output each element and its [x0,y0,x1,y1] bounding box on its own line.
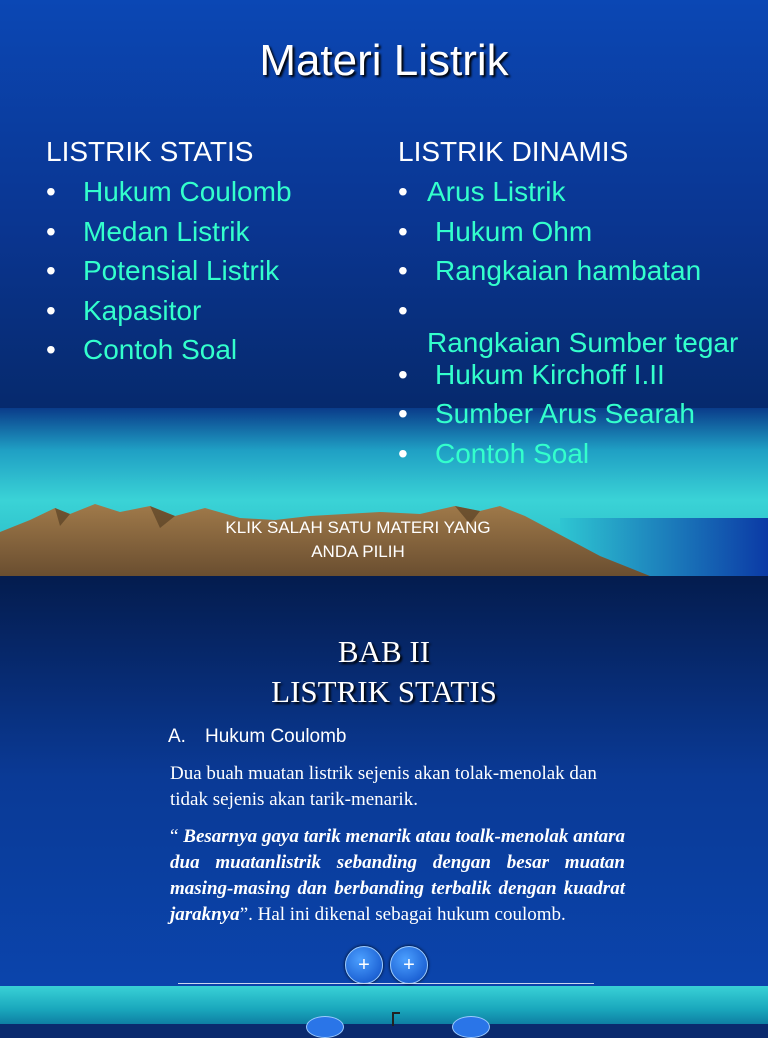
bullet: • [46,255,56,286]
quote-close: ”. Hal ini dikenal sebagai hukum coulomb. [239,904,566,925]
menu-item-arus-listrik[interactable]: • Arus Listrik [398,176,566,207]
menu-item-hukum-coulomb[interactable]: • Hukum Coulomb [46,176,292,207]
bullet: • [46,334,56,365]
bullet: • [398,294,408,326]
menu-item-hukum-ohm[interactable]: • Hukum Ohm [398,215,593,247]
divider-line [178,983,594,984]
menu-item-potensial-listrik[interactable]: • Potensial Listrik [46,255,280,286]
menu-item-sumber-arus-searah[interactable]: • Sumber Arus Searah [398,398,695,429]
law-statement: Besarnya gaya tarik menarik atau toalk-menolak antara dua muatanlistrik sebanding dengan besar muatan masing-masing dan berbanding terbalik dengan kuadrat jaraknya [170,826,625,925]
partial-nav-button[interactable] [452,1016,490,1038]
nav-plus-button-2[interactable]: + [390,946,428,984]
menu-item-rangkaian-hambatan[interactable]: • Rangkaian hambatan [398,255,702,286]
section-heading [168,726,347,748]
chapter-title: LISTRIK STATIS [271,674,497,709]
menu-item-contoh-soal-dinamis[interactable]: • Contoh Soal [398,437,590,469]
chapter-heading [0,632,768,712]
column-heading: LISTRIK STATIS [46,136,254,167]
listrik-statis-column [46,136,292,374]
column-heading: LISTRIK DINAMIS [398,136,629,167]
coulomb-law-paragraph [170,824,625,928]
instruction-line-1: KLIK SALAH SATU MATERI YANG [225,518,491,537]
partial-nav-button[interactable] [306,1016,344,1038]
menu-item-kapasitor[interactable]: • Kapasitor [46,294,202,326]
instruction-line-2: ANDA PILIH [311,542,405,561]
bullet: • [46,215,56,247]
bullet: • [398,358,408,390]
bullet: • [398,176,408,207]
bullet: • [46,294,56,326]
menu-item-hukum-kirchoff[interactable]: • Hukum Kirchoff I.II [398,358,665,390]
bullet: • [398,437,408,469]
menu-item-rangkaian-sumber-tegangan[interactable]: • Rangkaian Sumber tegar [398,294,739,358]
section-number: A. [168,726,186,747]
chapter-number: BAB II [337,634,431,669]
menu-item-contoh-soal-statis[interactable]: • Contoh Soal [46,334,238,365]
instruction-text [186,516,530,564]
nav-plus-button-1[interactable]: + [345,946,383,984]
sea-strip-background [0,986,768,1024]
menu-item-medan-listrik[interactable]: • Medan Listrik [46,215,250,247]
bullet: • [398,215,408,247]
bullet: • [46,176,56,207]
listrik-dinamis-column [398,136,739,477]
intro-paragraph: Dua buah muatan listrik sejenis akan tolak-menolak dan tidak sejenis akan tarik-menarik. [170,763,597,810]
slide-title: Materi Listrik [259,36,509,85]
section-title: Hukum Coulomb [205,726,347,747]
bullet: • [398,255,408,286]
quote-open: “ [170,826,184,847]
bullet: • [398,398,408,429]
